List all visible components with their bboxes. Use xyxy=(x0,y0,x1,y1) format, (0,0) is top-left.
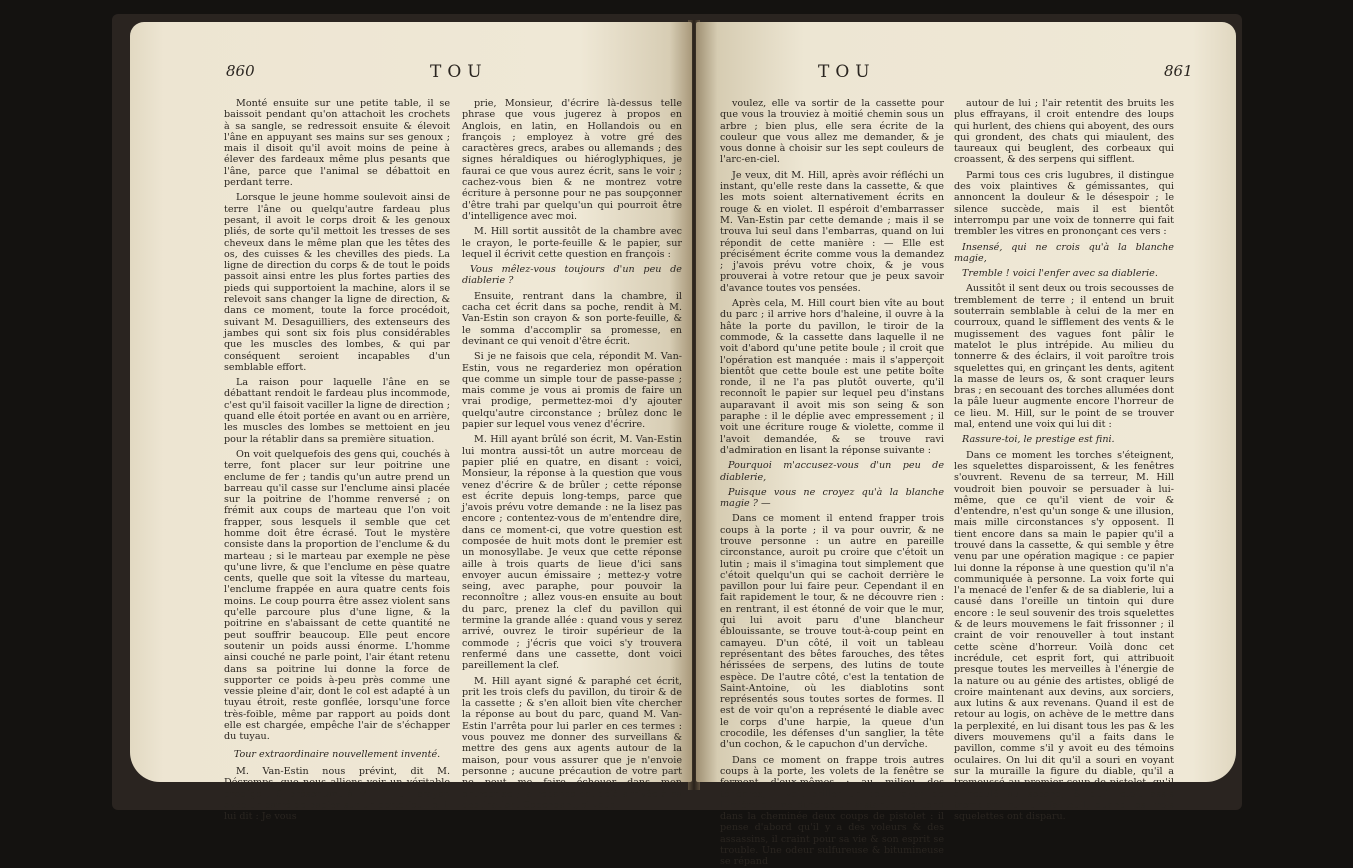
right-running-head: TOU xyxy=(818,62,876,82)
paragraph: Monté ensuite sur une petite table, il se baissoit pendant qu'on attachoit les crochets à sa sangle, se redressoit ensuite & élevoit l'âne en appuyant ses mains sur ses genoux ; mais il disoit qu'il avoit moins de peine à élever des fardeaux même plus pesants que l'âne, parce que l'animal se débattoit en perdant terre. xyxy=(224,98,450,189)
left-column-2 xyxy=(462,98,682,811)
verse-line: Insensé, qui ne crois qu'à la blanche magie, xyxy=(954,241,1174,264)
paragraph: Aussitôt il sent deux ou trois secousses de tremblement de terre ; il entend un bruit souterrain semblable à celui de la mer en courroux, quand le sifflement des vents & le mugissement des vagues font pâlir le matelot le plus intrépide. Au milieu du tonnerre & des éclairs, il voit paroître trois squelettes qui, en grinçant les dents, agitent la masse de leurs os, & sont craquer leurs bras ; en secouant des torches allumées dont la pâle lueur augmente encore l'horreur de ce lieu. M. Hill, sur le point de se trouver mal, entend une voix qui lui dit : xyxy=(954,283,1174,431)
left-running-head: TOU xyxy=(430,62,488,82)
section-heading: Tour extraordinaire nouvellement inventé. xyxy=(233,748,441,760)
paragraph: Dans ce moment il entend frapper trois coups à la porte ; il va pour ouvrir, & ne trouve personne : un autre en pareille circonstance, auroit pu croire que c'étoit un lutin ; mais il s'imagina tout simplement que c'étoit quelqu'un qui se cachoit derrière le pavillon pour lui faire peur. Cependant il en fait rapidement le tour, & ne découvre rien : en rentrant, il est étonné de voir que le mur, qui lui avoit paru d'une blancheur éblouissante, se trouve tout-à-coup peint en camayeu. D'un côté, il voit un tableau représentant des bêtes farouches, des têtes hérissées de serpens, des lutins de toute espèce. De l'autre côté, c'est la tentation de Saint-Antoine, où les diablotins sont représentés sous toutes sortes de formes. Il est de voir qu'on a représenté le diable avec le corps d'une harpie, la queue d'un crocodile, les défenses d'un sanglier, la tête d'un cochon, & le capuchon d'un dervîche. xyxy=(720,513,944,751)
paragraph: M. Hill ayant brûlé son écrit, M. Van-Estin lui montra aussi-tôt un autre morceau de papier plié en quatre, en disant : voici, Monsieur, la réponse à la question que vous venez d'écrire & de brûler ; cette réponse est écrite depuis long-temps, parce que j'avois prévu votre demande : ne la lisez pas encore ; contentez-vous de m'entendre dire, dans ce moment-ci, que votre question est composée de huit mots dont le premier est un monosyllabe. Je veux que cette réponse aille à trois quarts de lieue d'ici sans envoyer aucun émissaire ; mettez-y votre seing, avec paraphe, pour pouvoir la reconnoître ; allez vous-en ensuite au bout du parc, prenez la clef du pavillon qui termine la grande allée : quand vous y serez arrivé, ouvrez le tiroir supérieur de la commode ; j'écris que voici s'y trouvera renfermé dans une cassette, dont voici pareillement la clef. xyxy=(462,434,682,672)
paragraph: On voit quelquefois des gens qui, couchés à terre, font placer sur leur poitrine une enclume de fer ; tandis qu'un autre prend un barreau qu'il casse sur l'enclume ainsi placée sur la poitrine de l'homme renversé ; on frémit aux coups de marteau que l'on voit frapper, sous lesquels il semble que cet homme doit être écrasé. Tout le mystère consiste dans la proportion de l'enclume & du marteau ; si le marteau par exemple ne pèse qu'une livre, & que l'enclume en pèse quatre cents, quelle que soit la vîtesse du marteau, l'enclume frappée en aura quatre cents fois moins. Le coup pourra être assez violent sans qu'elle parcoure plus d'une ligne, & la poitrine en s'abaissant de cette quantité ne peut souffrir beaucoup. Elle peut encore soutenir un poids aussi énorme. L'homme ainsi couché ne parle point, l'air étant retenu dans sa poitrine lui donne la force de supporter ce poids à-peu près comme une vessie pleine d'air, dont le col est adapté à un tuyau étroit, reste gonflée, lorsqu'une force très-foible, même par rapport au poids dont elle est chargée, empêche l'air de s'échapper du tuyau. xyxy=(224,448,450,743)
paragraph: Je veux, dit M. Hill, après avoir réfléchi un instant, qu'elle reste dans la cassette, & que les mots soient alternativement écrits en rouge & en violet. Il espéroit d'embarrasser M. Van-Estin par cette demande ; mais il se trouva lui seul dans l'embarras, quand on lui répondit de cette manière : — Elle est précisément écrite comme vous la demandez ; j'avois prévu votre choix, & je vous prouverai à votre retour que je peux savoir d'avance toutes vos pensées. xyxy=(720,169,944,294)
paragraph: Dans ce moment les torches s'éteignent, les squelettes disparoissent, & les fenêtres s'ouvrent. Revenu de sa terreur, M. Hill voudroit bien pouvoir se persuader à lui-même, que ce qu'il vient de voir & d'entendre, n'est qu'un songe & une illusion, mais mille circonstances s'y opposent. Il tient encore dans sa main le papier qu'il a trouvé dans la cassette, & qui semble y être venu par une opération magique : ce papier lui donne la réponse à une question qu'il n'a communiquée à personne. La voix forte qui l'a menacé de l'enfer & de sa diablerie, lui a causé dans l'oreille un tintoin qui dure encore : le seul souvenir des trois squelettes & de leurs mouvemens le fait frissonner ; il craint de voir renouveller à tout instant cette scène d'horreur. Voilà donc cet incrédule, cet esprit fort, qui attribuoit presque toutes les merveilles à l'énergie de la nature ou au génie des artistes, obligé de croire maintenant aux devins, aux sorciers, aux lutins & aux revenans. Quand il est de retour au logis, on achève de le mettre dans la perplexité, en lui disant tous les pas & les divers mouvemens qu'il a faits dans le pavillon, comme s'il y avoit eu des témoins oculaires. On lui dit qu'il a souri en voyant sur la muraille la figure du diable, qu'il a tremoussé au premier coup de pistolet, qu'il a reculé au second, & qu'il étoit assis tremblant sur un fauteuil, quand les trois squelettes ont disparu. xyxy=(954,449,1174,823)
left-page-number: 860 xyxy=(226,62,255,80)
paragraph: M. Hill ayant signé & paraphé cet écrit, prit les trois clefs du pavillon, du tiroir & de la cassette ; & s'en alloit bien vîte chercher la réponse au bout du parc, quand M. Van-Estin l'arrêta pour lui parler en ces termes : vous pouvez me donner des surveillans & mettre des gens aux agents autour de la maison, pour vous assurer que je n'envoie personne ; aucune précaution de votre part ne peut me faire échouer dans mon entreprise ; la réponse est déjà arrivée à sa destination. Cependant, si vous xyxy=(462,675,682,811)
right-page xyxy=(696,22,1236,868)
paragraph: Si je ne faisois que cela, répondit M. Van-Estin, vous ne regarderiez mon opération que comme un simple tour de passe-passe ; mais comme je vous ai promis de faire un vrai prodige, permettez-moi d'y ajouter quelqu'autre circonstance ; brûlez donc le papier sur lequel vous venez d'écrire. xyxy=(462,351,682,431)
right-page-number: 861 xyxy=(1164,62,1193,80)
paragraph: La raison pour laquelle l'âne en se débattant rendoit le fardeau plus incommode, c'est qu'il faisoit vaciller la ligne de direction ; quand elle étoit portée en avant ou en arrière, les muscles des lombes se mettoient en jeu pour la rétablir dans sa première situation. xyxy=(224,377,450,445)
verse-line: Pourquoi m'accusez-vous d'un peu de diablerie, xyxy=(720,460,944,483)
right-column-1 xyxy=(720,98,944,868)
paragraph: Ensuite, rentrant dans la chambre, il cacha cet écrit dans sa poche, rendit à M. Van-Estin son crayon & son porte-feuille, & le somma d'accomplir sa promesse, en devinant ce qui venoit d'être écrit. xyxy=(462,290,682,347)
paragraph: M. Hill sortit aussitôt de la chambre avec le crayon, le porte-feuille & le papier, sur lequel il écrivit cette question en françois : xyxy=(462,226,682,260)
left-column-1 xyxy=(224,98,450,823)
paragraph: voulez, elle va sortir de la cassette pour que vous la trouviez à moitié chemin sous un arbre ; bien plus, elle sera écrite de la couleur que vous allez me demander, & je vous donne à choisir sur les sept couleurs de l'arc-en-ciel. xyxy=(720,98,944,166)
paragraph: M. Van-Estin nous prévint, dit M. Décremps, que nous allions voir un véritable prodige ; & présentant à M. Hill un crayon avec un carré de papier sur un porte-feuille, il lui dit : Je vous xyxy=(224,765,450,823)
paragraph: autour de lui ; l'air retentit des bruits les plus effrayans, il croit entendre des loups qui hurlent, des chiens qui aboyent, des ours qui grondent, des chats qui miaulent, des taureaux qui beuglent, des corbeaux qui croassent, & des serpens qui sifflent. xyxy=(954,98,1174,166)
paragraph: prie, Monsieur, d'écrire là-dessus telle phrase que vous jugerez à propos en Anglois, en latin, en Hollandois ou en françois ; employez à votre gré des caractères grecs, arabes ou allemands ; des signes héraldiques ou hiéroglyphiques, je faurai ce que vous aurez écrit, sans le voir ; cachez-vous bien & ne montrez votre écriture à personne pour ne pas soupçonner d'être trahi par quelqu'un qui pourroit être d'intelligence avec moi. xyxy=(462,98,682,222)
verse-line: Vous mêlez-vous toujours d'un peu de diablerie ? xyxy=(462,264,682,287)
paragraph: Parmi tous ces cris lugubres, il distingue des voix plaintives & gémissantes, qui annoncent la douleur & le désespoir ; le silence succède, mais il est bientôt interrompu par une voix de tonnerre qui fait trembler les vitres en prononçant ces vers : xyxy=(954,169,1174,238)
left-page-header xyxy=(130,62,692,84)
right-column-2 xyxy=(954,98,1174,823)
paragraph: Dans ce moment on frappe trois autres coups à la porte, les volets de la fenêtre se ferment d'eux-mêmes ; au milieu des ténèbres, il voit briller un petit rayon de lumière qui ne dure qu'un instant : il entend dans la cheminée deux coups de pistolet : il pense d'abord qu'il y a des voleurs & des assassins, il craint pour sa vie & son esprit se trouble. Une odeur sulfureuse & bitumineuse se répand xyxy=(720,754,944,868)
paragraph: Après cela, M. Hill court bien vîte au bout du parc ; il arrive hors d'haleine, il ouvre à la hâte la porte du pavillon, le tiroir de la commode, & la cassette dans laquelle il ne voit d'abord qu'une petite boule ; il croit que l'opération est manquée : mais il s'apperçoit bientôt que cette boule est une petite boîte ronde, il ne l'a pas plutôt ouverte, qu'il reconnoît le papier sur lequel peu d'instans auparavant il avoit mis son seing & son paraphe : il le déplie avec empressement ; il voit une écriture rouge & violette, comme il l'avoit demandée, & se trouve ravi d'admiration en lisant la réponse suivante : xyxy=(720,298,944,456)
paragraph: Lorsque le jeune homme soulevoit ainsi de terre l'âne ou quelqu'autre fardeau plus pesant, il avoit le corps droit & les genoux pliés, de sorte qu'il mettoit les tresses de ses cheveux dans le même plan que les têtes des os, des cuisses & les chevilles des pieds. La ligne de direction du corps & de tout le poids passoit ainsi entre les plus fortes parties des pieds qui supportoient la machine, alors il se relevoit sans changer la ligne de direction, & dans ce moment, toute la force procédoit, suivant M. Desaguilliers, des extenseurs des jambes qui sont six fois plus considérables que les muscles des lombes, & qui par conséquent seroient incapables d'un semblable effort. xyxy=(224,192,450,373)
verse-line: Tremble ! voici l'enfer avec sa diablerie. xyxy=(962,268,1158,280)
verse-line: Puisque vous ne croyez qu'à la blanche magie ? — xyxy=(720,486,944,510)
verse-line: Rassure-toi, le prestige est fini. xyxy=(962,434,1115,446)
left-page xyxy=(130,22,692,823)
right-page-header xyxy=(696,62,1236,84)
